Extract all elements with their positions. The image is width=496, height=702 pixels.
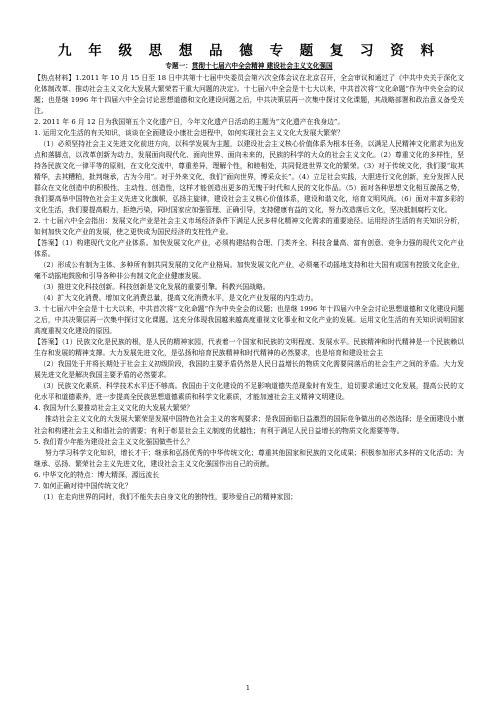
document-title: 九 年 级 思 想 品 德 专 题 复 习 资 料 bbox=[58, 43, 440, 59]
document-page bbox=[34, 42, 464, 503]
question-2: 2. 十七届六中全会指出：发展文化产业是社会主义市场经济条件下满足人民多样化精神文化需求的重要途径。运用经济生活的有关知识分析，如何加快文化产业的发展，使之更快成为国民经济的支柱性产业。 bbox=[34, 217, 464, 237]
question-6: 6. 中华文化的特点：博大精深、源远流长 bbox=[34, 470, 160, 479]
question-4: 4. 我国为什么要推动社会主义文化的大发展大繁荣？ bbox=[34, 404, 194, 413]
answer-2-part-3: （3）推进文化科技创新。科技创新是文化发展的重要引擎。科教兴国战略。 bbox=[39, 283, 270, 292]
question-1: 1. 运用文化生活的有关知识，谈谈在全面建设小康社会进程中，如何实现社会主义文化大发展大繁荣？ bbox=[34, 129, 344, 138]
answer-2-part-2: （2）形成公有制为主体、多种所有制共同发展的文化产业格局。加快发展文化产业，必须毫不动摇地支持和壮大国有或国有控股文化企业，毫不动摇地鼓励和引导各种非公有制文化企业健康发展。 bbox=[34, 261, 464, 281]
hot-topic-paragraph: 【热点材料】1.2011 年 10 月 15 日至 18 日中共第十七届中央委员会第六次全体会议在北京召开，全会审议和通过了《中共中央关于深化文化体制改革、推动社会主义文化大发展大繁荣若干重大问题的决定》。十七届六中全会是十七大以来，中共首次将“文化命题”作为中央全会的议题；也是继 1996 年十四届六中全会讨论思想道德和文化建设问题之后，中共决策层再一次集中探讨文化课题，其战略部署和政治意义备受关注。 bbox=[34, 74, 464, 116]
subtitle bbox=[34, 61, 464, 71]
question-5: 5. 我们青少年能为建设社会主义文化强国做些什么？ bbox=[34, 437, 194, 446]
answer-4: 推动社会主义文化的大发展大繁荣是发展中国特色社会主义的客观要求；是我国面临日益激烈的国际竞争做出的必然选择；是全面建设小康社会和构建社会主义和谐社会的需要；有利于彰显社会主义制度的优越性；有利于满足人民日益增长的物质文化需要等等。 bbox=[34, 415, 464, 435]
answer-3-part-2: （2）我国处于并将长期处于社会主义初级阶段，我国的主要矛盾仍然是人民日益增长的物质文化需要同落后的社会生产之间的矛盾。大力发展先进文化是解决我国主要矛盾的必然要求。 bbox=[34, 360, 464, 380]
subtitle-topic: 贯彻十七届六中全会精神 建设社会主义文化强国 bbox=[191, 62, 333, 70]
answer-5: 努力学习科学文化知识，增长才干；继承和弘扬优秀的中华传统文化；尊重其他国家和民族的文化成果；积极参加形式多样的文化活动；为继承、弘扬、繁荣社会主义先进文化，建设社会主义文化强国作出自己的贡献。 bbox=[34, 448, 464, 468]
question-3: 3. 十七届六中全会是十七大以来，中共首次将“文化命题”作为中央全会的议题；也是继 1996 年十四届六中全会讨论思想道德和文化建设问题之后，中共决策层再一次集中探讨文化课题。这充分体现我国越来越高度重视文化事业和文化产业的发展。运用文化生活的有关知识说明国家高度重视文化建设的原因。 bbox=[34, 305, 464, 336]
answer-3-part-1: 【答案】（1）民族文化是民族的根，是人民的精神家园，代表着一个国家和民族的文明程度、发展水平。民族精神和时代精神是一个民族赖以生存和发展的精神支撑。大力发展先进文化，是弘扬和培育民族精神和时代精神的必然要求，也是培育和建设社会主 bbox=[34, 338, 464, 358]
answer-2-part-1: 【答案】（1）构建现代文化产业体系。加快发展文化产业，必须构建结构合理、门类齐全、科技含量高、富有创意、竞争力强的现代文化产业体系。 bbox=[34, 239, 464, 259]
page-number: 1 bbox=[245, 684, 251, 692]
answer-1: （1）必须坚持社会主义先进文化前进方向，以科学发展为主题，以建设社会主义核心价值体系为根本任务，以满足人民精神文化需求为出发点和落脚点，以改革创新为动力，发展面向现代化、面向世界、面向未来的，民族的科学的大众的社会主义文化。（2）尊重文化的多样性，坚持各民族文化一律平等的原则，在文化交流中，尊重差异，理解个性，和睦相处，共同促进世界文化的繁荣。（3）对于传统文化，我们要“取其精华，去其糟粕，批判继承，古为今用”。对于外来文化，我们“面向世界，博采众长”。（4）立足社会实践，大胆进行文化创新，充分发挥人民群众在文化创造中的积极性、主动性、创造性，这样才能创造出更多的无愧于时代和人民的文化作品。（5）面对各种思想文化相互激荡之势，我们要高举中国特色社会主义先进文化旗帜，弘扬主旋律，建设社会主义核心价值体系，建设和谐文化，培育文明风尚。（6）面对丰富多彩的文化生活，我们要提高眼力，拒绝污染，同时国家应加强管理、正确引导，支持健康有益的文化，努力改造落后文化，坚决抵制腐朽文化。 bbox=[34, 140, 464, 215]
answer-3-part-3: （3）民族文化素质、科学技术水平还不够高。我国由于文化建设的不足影响道德失范现象时有发生，迫切要求通过文化发展，提高公民的文化水平和道德素养，进一步提高全民族思想道德素质和科学文化素质，才能加速社会主义精神文明建设。 bbox=[34, 382, 464, 402]
answer-7-part-1: （1）在走向世界的同时，我们不能失去自身文化的独特性，要珍爱自己的精神家园； bbox=[39, 492, 298, 501]
subtitle-prefix: 专题一： bbox=[165, 62, 192, 70]
answer-2-part-4: （4）扩大文化消费。增加文化消费总量，提高文化消费水平，是文化产业发展的内生动力。 bbox=[39, 294, 318, 303]
body-paragraph: 2. 2011 年 6 月 12 日为我国第五个文化遗产日，今年文化遗产日活动的主题为“文化遗产在我身边”。 bbox=[34, 118, 345, 127]
question-7: 7. 如何正确对待中国传统文化？ bbox=[34, 481, 132, 490]
body-text bbox=[34, 73, 464, 503]
